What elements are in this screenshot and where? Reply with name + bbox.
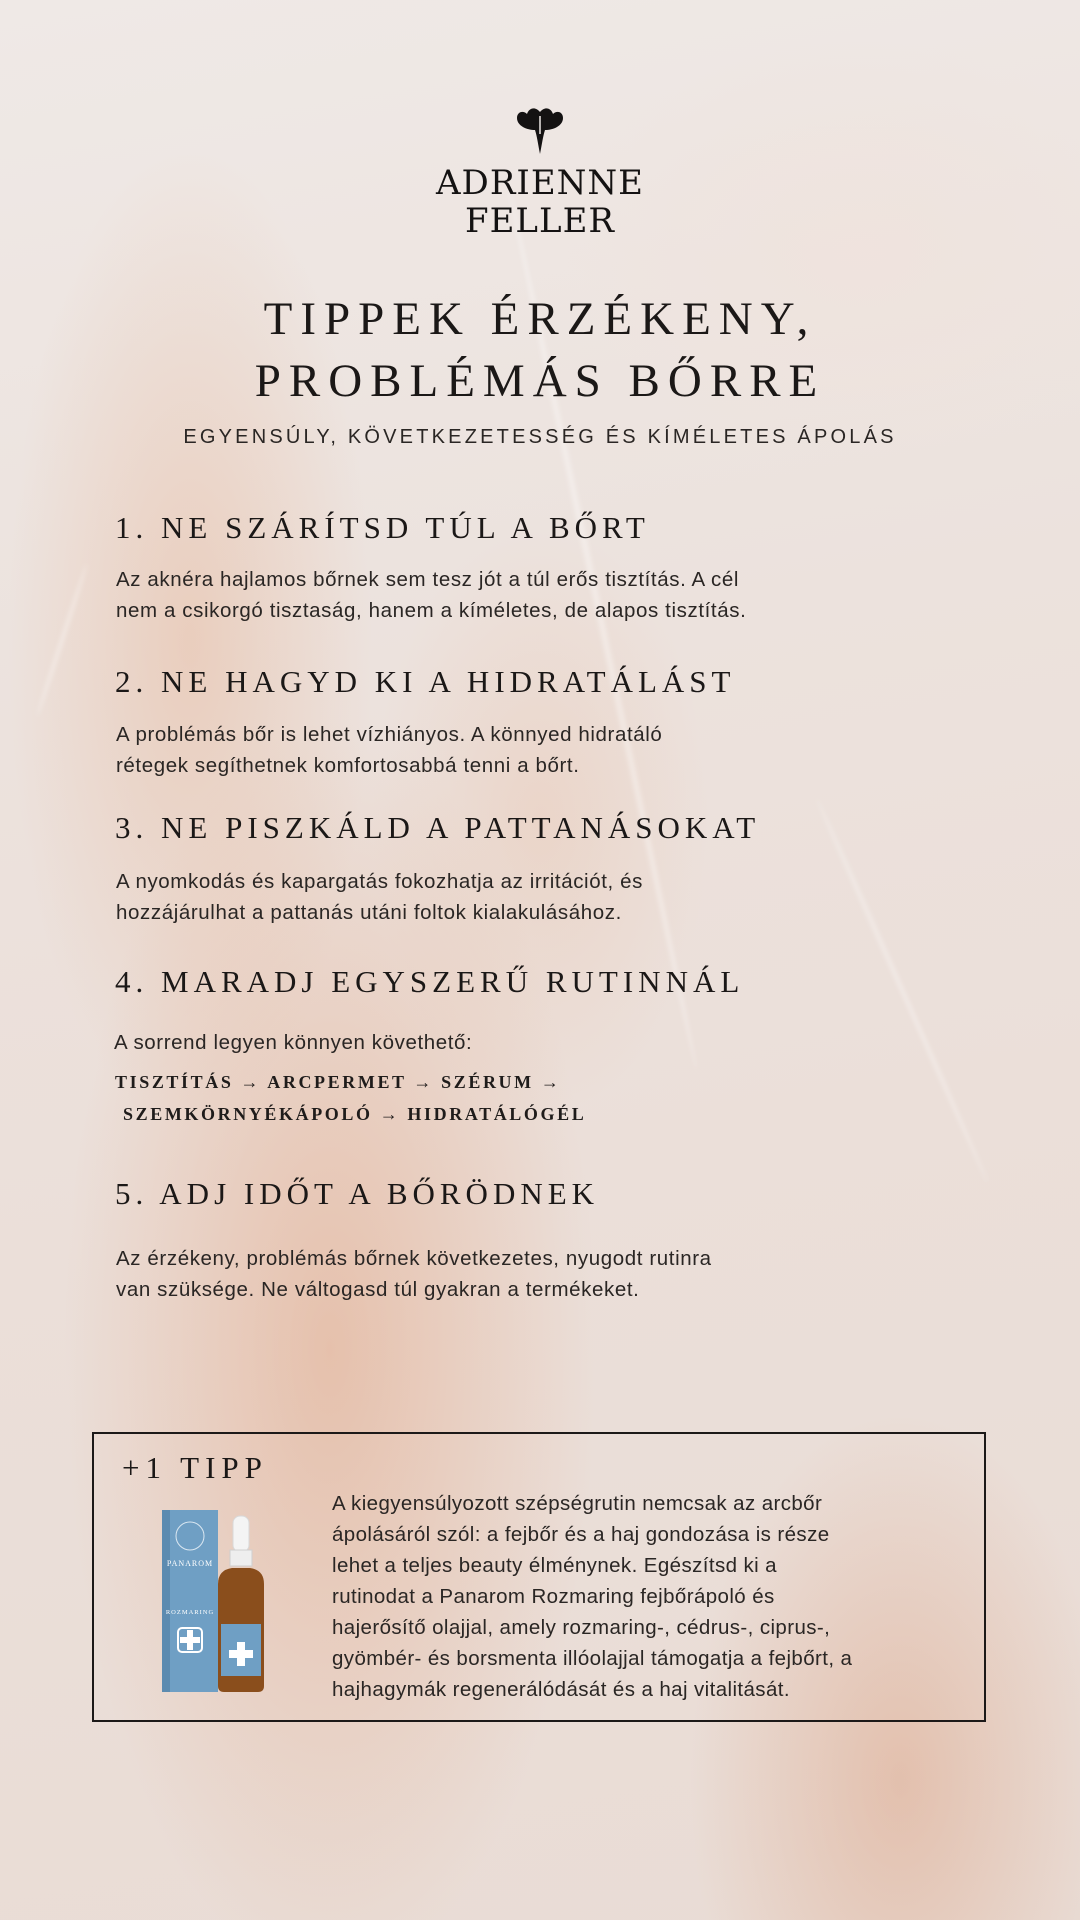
page-title-line2: PROBLÉMÁS BŐRRE <box>254 355 826 407</box>
routine-steps <box>115 1066 586 1130</box>
tip-2-line2: rétegek segíthetnek komfortosabbá tenni a bőrt. <box>116 754 580 777</box>
tip-5-body <box>116 1243 876 1305</box>
bonus-tip-text <box>332 1488 962 1705</box>
tip-3-heading: 3. NE PISZKÁLD A PATTANÁSOKAT <box>115 810 761 845</box>
tip-2-heading: 2. NE HAGYD KI A HIDRATÁLÁST <box>115 664 736 699</box>
tip-1-line1: Az aknéra hajlamos bőrnek sem tesz jót a túl erős tisztítás. A cél <box>116 568 739 591</box>
tip-1-heading: 1. NE SZÁRÍTSD TÚL A BŐRT <box>115 510 650 545</box>
bonus-tip-heading: +1 TIPP <box>122 1450 268 1485</box>
bonus-tip-line: rutinodat a Panarom Rozmaring fejbőrápoló és <box>332 1585 775 1608</box>
tip-2-body <box>116 719 876 781</box>
tip-3-line2: hozzájárulhat a pattanás utáni foltok kialakulásához. <box>116 901 622 924</box>
bottle-dropper-collar <box>230 1550 252 1566</box>
brand-name-line2: FELLER <box>465 201 615 241</box>
product-box-cross <box>180 1637 200 1643</box>
bonus-tip-line: A kiegyensúlyozott szépségrutin nemcsak az arcbőr <box>332 1492 823 1515</box>
product-brand-label: PANAROM <box>166 1559 214 1568</box>
bonus-tip-box <box>92 1432 986 1722</box>
tip-1-line2: nem a csikorgó tisztaság, hanem a kíméletes, de alapos tisztítás. <box>116 599 747 622</box>
tip-4-line1: A sorrend legyen könnyen követhető: <box>114 1031 473 1054</box>
bonus-tip-line: lehet a teljes beauty élménynek. Egészítsd ki a <box>332 1554 777 1577</box>
bottle-label-cross <box>229 1650 253 1658</box>
page-title <box>0 288 1080 412</box>
page-subtitle: EGYENSÚLY, KÖVETKEZETESSÉG ÉS KÍMÉLETES ÁPOLÁS <box>183 426 897 448</box>
bonus-tip-line: ápolásáról szól: a fejbőr és a haj gondozása is része <box>332 1523 830 1546</box>
background-light-streak <box>35 563 88 716</box>
bonus-tip-line: gyömbér- és borsmenta illóolajjal támogatja a fejbőrt, a <box>332 1647 853 1670</box>
tip-5-heading: 5. ADJ IDŐT A BŐRÖDNEK <box>115 1176 600 1211</box>
brand-logo <box>0 104 1080 240</box>
tip-3-body <box>116 866 876 928</box>
product-name-label: ROZMARING <box>165 1609 215 1616</box>
tip-4-heading: 4. MARADJ EGYSZERŰ RUTINNÁL <box>115 964 745 999</box>
tip-2-line1: A problémás bőr is lehet vízhiányos. A könnyed hidratáló <box>116 723 663 746</box>
routine-steps-line1: TISZTÍTÁS → ARCPERMET → SZÉRUM → <box>115 1072 562 1092</box>
tip-1-body <box>116 564 876 626</box>
bonus-tip-line: hajerősítő olajjal, amely rozmaring-, cédrus-, ciprus-, <box>332 1616 831 1639</box>
brand-name-line1: ADRIENNE <box>436 163 644 203</box>
bonus-tip-line: hajhagymák regenerálódását és a haj vitalitását. <box>332 1678 790 1701</box>
routine-steps-line2: SZEMKÖRNYÉKÁPOLÓ → HIDRATÁLÓGÉL <box>123 1104 587 1124</box>
page-title-line1: TIPPEK ÉRZÉKENY, <box>263 293 817 345</box>
product-box-side <box>162 1510 170 1692</box>
bottle-dropper-bulb <box>233 1516 249 1552</box>
feather-logo-icon <box>513 104 567 156</box>
tip-4-body <box>114 1027 874 1058</box>
serum-bottle-with-box-icon <box>160 1506 272 1696</box>
tip-3-line1: A nyomkodás és kapargatás fokozhatja az irritációt, és <box>116 870 643 893</box>
tip-5-line2: van szüksége. Ne váltogasd túl gyakran a termékeket. <box>116 1278 640 1301</box>
product-box <box>162 1510 218 1692</box>
tip-5-line1: Az érzékeny, problémás bőrnek következetes, nyugodt rutinra <box>116 1247 712 1270</box>
background-light-streak <box>815 797 989 1182</box>
